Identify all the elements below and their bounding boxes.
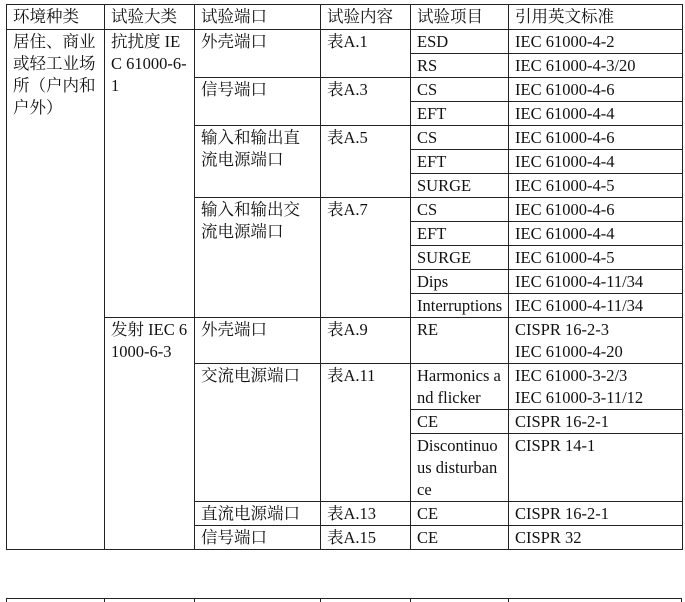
reference-line: IEC 61000-4-5 <box>515 248 615 267</box>
item-cell: EFT <box>411 150 509 174</box>
reference-line: IEC 61000-4-5 <box>515 176 615 195</box>
reference-cell <box>509 364 683 410</box>
content-cell: 表A.7 <box>321 198 411 318</box>
port-cell: 输入和输出交流电源端口 <box>195 198 321 318</box>
port-cell: 外壳端口 <box>195 318 321 364</box>
reference-cell <box>509 102 683 126</box>
table-row <box>7 30 683 54</box>
reference-cell <box>509 30 683 54</box>
item-cell: RE <box>411 318 509 364</box>
reference-line: IEC 61000-4-20 <box>515 342 623 361</box>
item-cell: Interruptions <box>411 294 509 318</box>
item-cell: SURGE <box>411 246 509 270</box>
content-cell: 表A.3 <box>321 78 411 126</box>
immunity-category-cell: 抗扰度 IEC 61000-6-1 <box>105 30 195 318</box>
table-continuation-edge <box>6 598 682 602</box>
item-cell: ESD <box>411 30 509 54</box>
reference-cell <box>509 318 683 364</box>
item-cell: Harmonics and flicker <box>411 364 509 410</box>
header-environment: 环境种类 <box>7 5 105 30</box>
reference-cell <box>509 410 683 434</box>
reference-line: CISPR 32 <box>515 528 582 547</box>
reference-line: IEC 61000-4-6 <box>515 80 615 99</box>
reference-cell <box>509 270 683 294</box>
reference-line: IEC 61000-3-2/3 <box>515 366 628 385</box>
reference-line: IEC 61000-3-11/12 <box>515 388 644 407</box>
reference-line: IEC 61000-4-11/34 <box>515 272 644 291</box>
reference-cell <box>509 294 683 318</box>
item-cell: Dips <box>411 270 509 294</box>
item-cell: SURGE <box>411 174 509 198</box>
header-reference: 引用英文标准 <box>509 5 683 30</box>
reference-cell <box>509 198 683 222</box>
reference-line: CISPR 16-2-1 <box>515 412 609 431</box>
reference-cell <box>509 526 683 550</box>
item-cell: CE <box>411 502 509 526</box>
item-cell: RS <box>411 54 509 78</box>
reference-line: IEC 61000-4-6 <box>515 200 615 219</box>
header-port: 试验端口 <box>195 5 321 30</box>
item-cell: CS <box>411 126 509 150</box>
reference-cell <box>509 222 683 246</box>
port-cell: 外壳端口 <box>195 30 321 78</box>
reference-line: CISPR 14-1 <box>515 436 596 455</box>
reference-line: IEC 61000-4-4 <box>515 224 615 243</box>
item-cell: CE <box>411 410 509 434</box>
reference-line: IEC 61000-4-2 <box>515 32 615 51</box>
environment-cell: 居住、商业或轻工业场所（户内和户外） <box>7 30 105 550</box>
content-cell: 表A.15 <box>321 526 411 550</box>
content-cell: 表A.1 <box>321 30 411 78</box>
port-cell: 信号端口 <box>195 526 321 550</box>
item-cell: CE <box>411 526 509 550</box>
reference-line: IEC 61000-4-6 <box>515 128 615 147</box>
header-category: 试验大类 <box>105 5 195 30</box>
reference-line: CISPR 16-2-3 <box>515 320 609 339</box>
reference-cell <box>509 126 683 150</box>
port-cell: 输入和输出直流电源端口 <box>195 126 321 198</box>
reference-line: CISPR 16-2-1 <box>515 504 609 523</box>
reference-cell <box>509 54 683 78</box>
reference-cell <box>509 78 683 102</box>
header-item: 试验项目 <box>411 5 509 30</box>
item-cell: EFT <box>411 102 509 126</box>
reference-cell <box>509 434 683 502</box>
header-row <box>7 5 683 30</box>
emission-category-cell: 发射 IEC 61000-6-3 <box>105 318 195 550</box>
content-cell: 表A.11 <box>321 364 411 502</box>
content-cell: 表A.5 <box>321 126 411 198</box>
item-cell: CS <box>411 78 509 102</box>
header-content: 试验内容 <box>321 5 411 30</box>
item-cell: EFT <box>411 222 509 246</box>
table-row <box>7 318 683 364</box>
item-cell: CS <box>411 198 509 222</box>
reference-line: IEC 61000-4-4 <box>515 152 615 171</box>
port-cell: 直流电源端口 <box>195 502 321 526</box>
item-cell: Discontinuous disturbance <box>411 434 509 502</box>
content-cell: 表A.13 <box>321 502 411 526</box>
port-cell: 交流电源端口 <box>195 364 321 502</box>
reference-cell <box>509 174 683 198</box>
reference-cell <box>509 502 683 526</box>
reference-cell <box>509 246 683 270</box>
emc-standards-table <box>6 4 683 550</box>
reference-line: IEC 61000-4-3/20 <box>515 56 636 75</box>
content-cell: 表A.9 <box>321 318 411 364</box>
reference-line: IEC 61000-4-11/34 <box>515 296 644 315</box>
port-cell: 信号端口 <box>195 78 321 126</box>
reference-cell <box>509 150 683 174</box>
reference-line: IEC 61000-4-4 <box>515 104 615 123</box>
